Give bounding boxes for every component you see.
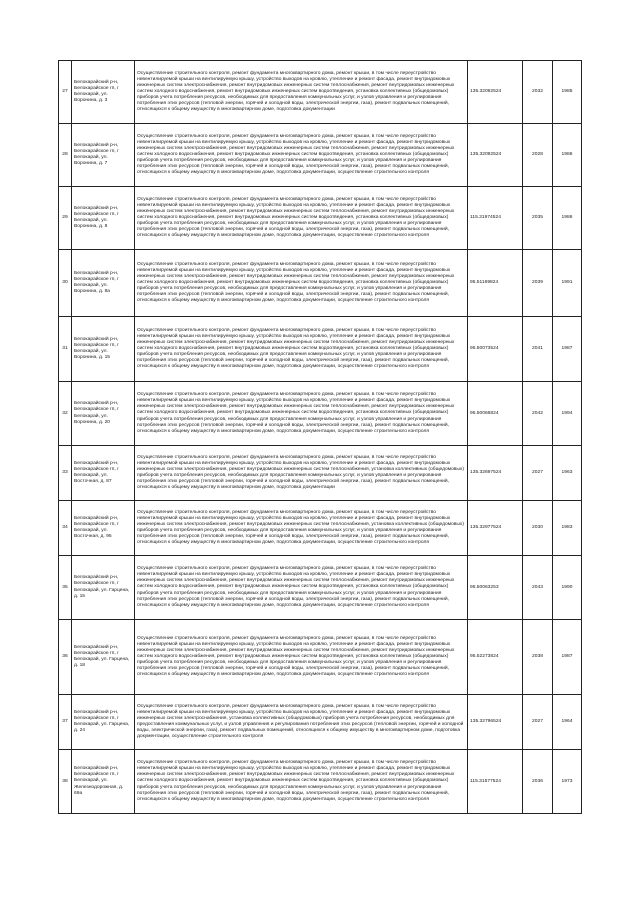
cost-cell: 95.52273824 [468,620,523,695]
table-row [59,250,582,317]
table-row [59,187,582,250]
work-description-cell: Осуществление строительного контроля, ремонт фундамента многоквартирного дома, ремонт крыши, в том числе переустройство невентилируемой крыши на вентилируемую крышу, устройство выходов на кровлю, утепление и ремонт фасада, ремонт внутридомовых инженерных систем электроснабжения, ремонт внутридомовых инженерных систем теплоснабжения, ремонт внутридомовых инженерных систем холодного водоснабжения, ремонт внутридомовых инженерных систем водоотведения, установка коллективных (общедомовых) приборов учета потребления ресурсов, необходимых для предоставления коммунальных услуг, и узлов управления и регулирования потребления этих ресурсов (тепловой энергии, горячей и холодной воды, электрической энергии, газа), ремонт подвальных помещений, относящихся к общему имуществу в многоквартирном доме, подготовка документации [135,61,468,124]
row-number: 34 [59,501,72,556]
row-number: 31 [59,317,72,382]
work-description-cell: Осуществление строительного контроля, ремонт фундамента многоквартирного дома, ремонт крыши, в том числе переустройство невентилируемой крыши на вентилируемую крышу, устройство выходов на кровлю, утепление и ремонт фасада, ремонт внутридомовых инженерных систем электроснабжения, ремонт внутридомовых инженерных систем теплоснабжения, ремонт внутридомовых инженерных систем холодного водоснабжения, ремонт внутридомовых инженерных систем водоотведения, установка коллективных (общедомовых) приборов учета потребления ресурсов, необходимых для предоставления коммунальных услуг, и узлов управления и регулирования потребления этих ресурсов (тепловой энергии, горячей и холодной воды, электрической энергии, газа), ремонт подвальных помещений, относящихся к общему имуществу в многоквартирном доме, подготовка документации, осуществление строительного контроля [135,250,468,317]
row-number: 30 [59,250,72,317]
work-description-cell: Осуществление строительного контроля, ремонт фундамента многоквартирного дома, ремонт крыши, в том числе переустройство невентилируемой крыши на вентилируемую крышу, устройство выходов на кровлю, утепление и ремонт фасада, ремонт внутридомовых инженерных систем электроснабжения, ремонт внутридомовых инженерных систем теплоснабжения, ремонт внутридомовых инженерных систем холодного водоснабжения, ремонт внутридомовых инженерных систем водоотведения, установка коллективных (общедомовых) приборов учета потребления ресурсов, необходимых для предоставления коммунальных услуг, и узлов управления и регулирования потребления этих ресурсов (тепловой энергии, горячей и холодной воды, электрической энергии, газа), ремонт подвальных помещений, относящихся к общему имуществу в многоквартирном доме, подготовка документации, осуществление строительного контроля [135,556,468,620]
row-number: 35 [59,556,72,620]
row-number: 28 [59,124,72,187]
planned-year-cell: 2027 [523,695,553,750]
cost-cell: 135.32796524 [468,695,523,750]
address-cell: Белокарайский р-н, Белокарайское гп, г Белокарай, ул. Воронина, д. 15 [72,317,135,382]
row-number: 33 [59,446,72,501]
planned-year-cell: 2042 [523,382,553,446]
table-row [59,61,582,124]
work-description-cell: Осуществление строительного контроля, ремонт фундамента многоквартирного дома, ремонт крыши, в том числе переустройство невентилируемой крыши на вентилируемую крышу, устройство выходов на кровлю, утепление и ремонт фасада, ремонт внутридомовых инженерных систем электроснабжения, ремонт внутридомовых инженерных систем теплоснабжения, ремонт внутридомовых инженерных систем холодного водоснабжения, ремонт внутридомовых инженерных систем водоотведения, установка коллективных (общедомовых) приборов учета потребления ресурсов, необходимых для предоставления коммунальных услуг, и узлов управления и регулирования потребления этих ресурсов (тепловой энергии, горячей и холодной воды, электрической энергии, газа), ремонт подвальных помещений, относящихся к общему имуществу в многоквартирном доме, подготовка документации, осуществление строительного контроля [135,750,468,814]
address-cell: Белокарайский р-н, Белокарайское гп, г Белокарай, ул. Восточная, д. 87 [72,446,135,501]
planned-year-cell: 2035 [523,187,553,250]
work-description-cell: Осуществление строительного контроля, ремонт фундамента многоквартирного дома, ремонт крыши, в том числе переустройство невентилируемой крыши на вентилируемую крышу, устройство выходов на кровлю, утепление и ремонт фасада, ремонт внутридомовых инженерных систем электроснабжения, ремонт внутридомовых инженерных систем теплоснабжения, ремонт внутридомовых инженерных систем холодного водоснабжения, ремонт внутридомовых инженерных систем водоотведения, установка коллективных (общедомовых) приборов учета потребления ресурсов, необходимых для предоставления коммунальных услуг, и узлов управления и регулирования потребления этих ресурсов (тепловой энергии, горячей и холодной воды, электрической энергии, газа), ремонт подвальных помещений, относящихся к общему имуществу в многоквартирном доме, подготовка документации, осуществление строительного контроля [135,317,468,382]
cost-cell: 135.32697524 [468,446,523,501]
table-row [59,695,582,750]
cost-cell: 115.31974524 [468,187,523,250]
planned-year-cell: 2039 [523,250,553,317]
cost-cell: 135.32092524 [468,61,523,124]
table-row [59,620,582,695]
planned-year-cell: 2032 [523,61,553,124]
document-page [58,60,581,814]
address-cell: Белокарайский р-н, Белокарайское гп, г Белокарай, ул. Воронина, д. 8а [72,250,135,317]
planned-year-cell: 2038 [523,620,553,695]
address-cell: Белокарайский р-н, Белокарайское гп, г Белокарай, ул. Гарцена, д. 24 [72,695,135,750]
row-number: 36 [59,620,72,695]
work-description-cell: Осуществление строительного контроля, ремонт фундамента многоквартирного дома, ремонт крыши, в том числе переустройство невентилируемой крыши на вентилируемую крышу, устройство выходов на кровлю, утепление и ремонт фасада, ремонт внутридомовых инженерных систем электроснабжения, ремонт внутридомовых инженерных систем теплоснабжения, ремонт внутридомовых инженерных систем холодного водоснабжения, ремонт внутридомовых инженерных систем водоотведения, установка коллективных (общедомовых) приборов учета потребления ресурсов, необходимых для предоставления коммунальных услуг, и узлов управления и регулирования потребления этих ресурсов (тепловой энергии, горячей и холодной воды, электрической энергии, газа), ремонт подвальных помещений, относящихся к общему имуществу в многоквартирном доме, подготовка документации, осуществление строительного контроля [135,620,468,695]
address-cell: Белокарайский р-н, Белокарайское гп, г Белокарай, ул. Восточная, д. 95 [72,501,135,556]
build-year-cell: 1986 [553,124,582,187]
cost-cell: 135.32092524 [468,124,523,187]
work-description-cell: Осуществление строительного контроля, ремонт фундамента многоквартирного дома, ремонт крыши, в том числе переустройство невентилируемой крыши на вентилируемую крышу, устройство выходов на кровлю, утепление и ремонт фасада, ремонт внутридомовых инженерных систем электроснабжения, ремонт внутридомовых инженерных систем теплоснабжения, ремонт внутридомовых инженерных систем холодного водоснабжения, ремонт внутридомовых инженерных систем водоотведения, установка коллективных (общедомовых) приборов учета потребления ресурсов, необходимых для предоставления коммунальных услуг, и узлов управления и регулирования потребления этих ресурсов (тепловой энергии, горячей и холодной воды, электрической энергии, газа), ремонт подвальных помещений, относящихся к общему имуществу в многоквартирном доме, подготовка документации, осуществление строительного контроля [135,124,468,187]
work-description-cell: Осуществление строительного контроля, ремонт фундамента многоквартирного дома, ремонт крыши, в том числе переустройство невентилируемой крыши на вентилируемую крышу, устройство выходов на кровлю, утепление и ремонт фасада, ремонт внутридомовых инженерных систем электроснабжения, установка коллективных (общедомовых) приборов учета потребления ресурсов, необходимых для предоставления коммунальных услуг, и узлов управления и регулирования потребления этих ресурсов (тепловой энергии, горячей и холодной воды, электрической энергии, газа), ремонт подвальных помещений, относящихся к общему имуществу в многоквартирном доме, подготовка документации, осуществление строительного контроля [135,695,468,750]
cost-cell: 135.32977524 [468,501,523,556]
build-year-cell: 1983 [553,501,582,556]
build-year-cell: 1963 [553,446,582,501]
build-year-cell: 1986 [553,187,582,250]
planned-year-cell: 2028 [523,124,553,187]
address-cell: Белокарайский р-н, Белокарайское гп, г Белокарай, ул. Гарцена, д. 15 [72,556,135,620]
address-cell: Белокарайский р-н, Белокарайское гп, г Белокарай, ул. Гарцена, д. 18 [72,620,135,695]
planned-year-cell: 2043 [523,556,553,620]
table-row [59,750,582,814]
work-description-cell: Осуществление строительного контроля, ремонт фундамента многоквартирного дома, ремонт крыши, в том числе переустройство невентилируемой крыши на вентилируемую крышу, устройство выходов на кровлю, утепление и ремонт фасада, ремонт внутридомовых инженерных систем электроснабжения, ремонт внутридомовых инженерных систем теплоснабжения, установка коллективных (общедомовых) приборов учета потребления ресурсов, необходимых для предоставления коммунальных услуг, и узлов управления и регулирования потребления этих ресурсов (тепловой энергии, горячей и холодной воды, электрической энергии, газа), ремонт подвальных помещений, относящихся к общему имуществу в многоквартирном доме, подготовка документации, осуществление строительного контроля [135,501,468,556]
address-cell: Белокарайский р-н, Белокарайское гп, г Белокарай, ул. Воронина, д. 3 [72,61,135,124]
cost-cell: 95.50063253 [468,556,523,620]
cost-cell: 95.51169824 [468,250,523,317]
address-cell: Белокарайский р-н, Белокарайское гп, г Белокарай, ул. Железнодорожная, д. 69а [72,750,135,814]
work-description-cell: Осуществление строительного контроля, ремонт фундамента многоквартирного дома, ремонт крыши, в том числе переустройство невентилируемой крыши на вентилируемую крышу, устройство выходов на кровлю, утепление и ремонт фасада, ремонт внутридомовых инженерных систем электроснабжения, ремонт внутридомовых инженерных систем теплоснабжения, ремонт внутридомовых инженерных систем холодного водоснабжения, ремонт внутридомовых инженерных систем водоотведения, установка коллективных (общедомовых) приборов учета потребления ресурсов, необходимых для предоставления коммунальных услуг, и узлов управления и регулирования потребления этих ресурсов (тепловой энергии, горячей и холодной воды, электрической энергии, газа), ремонт подвальных помещений, относящихся к общему имуществу в многоквартирном доме, подготовка документации, осуществление строительного контроля [135,187,468,250]
row-number: 37 [59,695,72,750]
planned-year-cell: 2041 [523,317,553,382]
address-cell: Белокарайский р-н, Белокарайское гп, г Белокарай, ул. Воронина, д. 8 [72,187,135,250]
work-description-cell: Осуществление строительного контроля, ремонт фундамента многоквартирного дома, ремонт крыши, в том числе переустройство невентилируемой крыши на вентилируемую крышу, устройство выходов на кровлю, утепление и ремонт фасада, ремонт внутридомовых инженерных систем электроснабжения, ремонт внутридомовых инженерных систем теплоснабжения, установка коллективных (общедомовых) приборов учета потребления ресурсов, необходимых для предоставления коммунальных услуг, и узлов управления и регулирования потребления этих ресурсов (тепловой энергии, горячей и холодной воды, электрической энергии, газа), ремонт подвальных помещений, относящихся к общему имуществу в многоквартирном доме, подготовка документации [135,446,468,501]
build-year-cell: 1991 [553,250,582,317]
table-row [59,382,582,446]
table-body [59,61,582,814]
cost-cell: 115.31577524 [468,750,523,814]
table-row [59,556,582,620]
table-row [59,317,582,382]
address-cell: Белокарайский р-н, Белокарайское гп, г Белокарай, ул. Воронина, д. 7 [72,124,135,187]
row-number: 38 [59,750,72,814]
row-number: 32 [59,382,72,446]
build-year-cell: 1973 [553,750,582,814]
planned-year-cell: 2030 [523,501,553,556]
cost-cell: 95.50066824 [468,382,523,446]
row-number: 27 [59,61,72,124]
row-number: 29 [59,187,72,250]
build-year-cell: 1994 [553,382,582,446]
address-cell: Белокарайский р-н, Белокарайское гп, г Белокарай, ул. Воронина, д. 20 [72,382,135,446]
table-row [59,501,582,556]
build-year-cell: 1985 [553,61,582,124]
work-description-cell: Осуществление строительного контроля, ремонт фундамента многоквартирного дома, ремонт крыши, в том числе переустройство невентилируемой крыши на вентилируемую крышу, устройство выходов на кровлю, утепление и ремонт фасада, ремонт внутридомовых инженерных систем электроснабжения, ремонт внутридомовых инженерных систем теплоснабжения, ремонт внутридомовых инженерных систем холодного водоснабжения, ремонт внутридомовых инженерных систем водоотведения, установка коллективных (общедомовых) приборов учета потребления ресурсов, необходимых для предоставления коммунальных услуг, и узлов управления и регулирования потребления этих ресурсов (тепловой энергии, горячей и холодной воды, электрической энергии, газа), ремонт подвальных помещений, относящихся к общему имуществу в многоквартирном доме, подготовка документации, осуществление строительного контроля [135,382,468,446]
planned-year-cell: 2036 [523,750,553,814]
build-year-cell: 1990 [553,556,582,620]
cost-cell: 95.50073524 [468,317,523,382]
repair-program-table [58,60,582,814]
build-year-cell: 1964 [553,695,582,750]
table-row [59,124,582,187]
build-year-cell: 1987 [553,317,582,382]
planned-year-cell: 2027 [523,446,553,501]
table-row [59,446,582,501]
build-year-cell: 1987 [553,620,582,695]
